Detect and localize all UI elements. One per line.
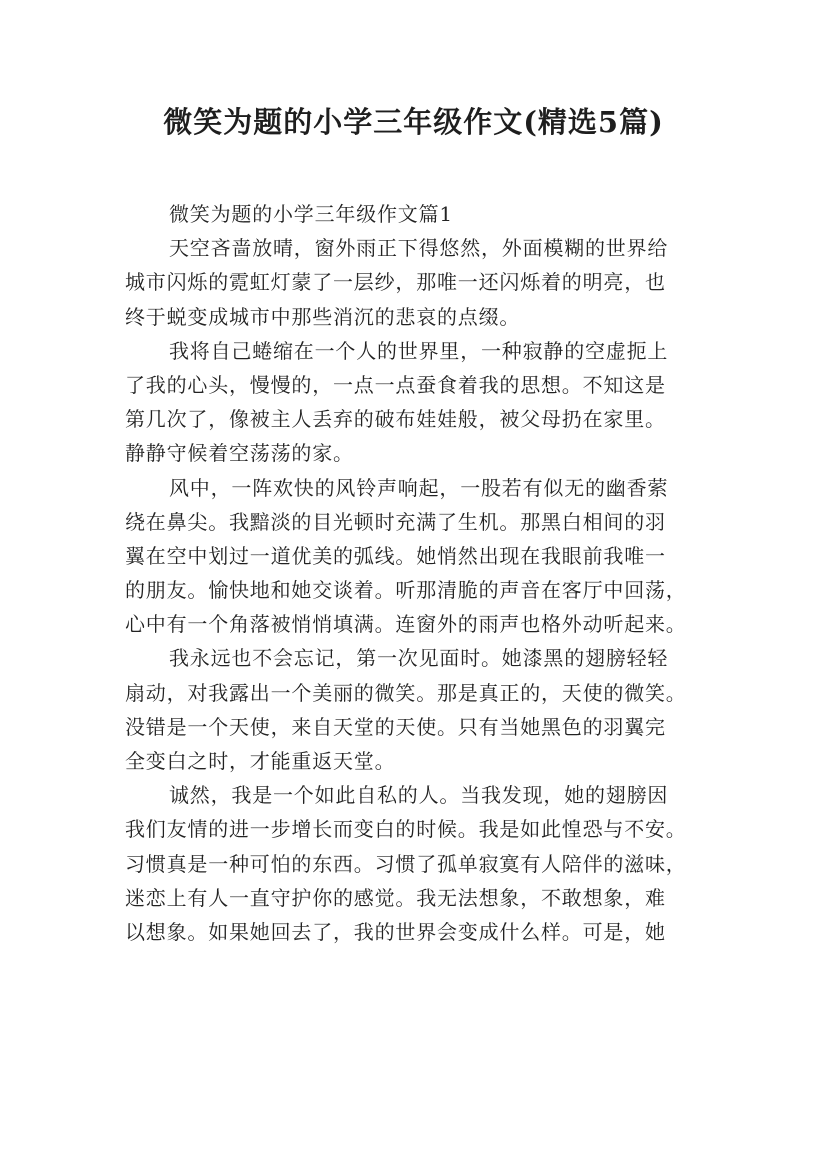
paragraph-line: 诚然，我是一个如此自私的人。当我发现，她的翅膀因	[169, 783, 669, 808]
paragraph-line: 我们友情的进一步增长而变白的时候。我是如此惶恐与不安。	[125, 817, 687, 842]
paragraph-line: 以想象。如果她回去了，我的世界会变成什么样。可是，她	[125, 919, 666, 944]
paragraph-line: 我将自己蜷缩在一个人的世界里，一种寂静的空虚扼上	[169, 338, 669, 363]
paragraph-line: 迷恋上有人一直守护你的感觉。我无法想象，不敢想象，难	[125, 885, 666, 910]
paragraph-line: 心中有一个角落被悄悄填满。连窗外的雨声也格外动听起来。	[125, 612, 687, 637]
paragraph-line: 了我的心头，慢慢的，一点一点蚕食着我的思想。不知这是	[125, 372, 666, 397]
paragraph-line: 绕在鼻尖。我黯淡的目光顿时充满了生机。那黑白相间的羽	[125, 509, 666, 534]
document-title: 微笑为题的小学三年级作文(精选5篇)	[163, 105, 664, 139]
document-body	[125, 197, 707, 949]
paragraph-line: 全变白之时，才能重返天堂。	[125, 749, 396, 773]
paragraph-line: 天空吝啬放晴，窗外雨正下得悠然，外面模糊的世界给	[169, 236, 669, 261]
paragraph-line: 我永远也不会忘记，第一次见面时。她漆黑的翅膀轻轻	[169, 646, 669, 671]
paragraph-line: 的朋友。愉快地和她交谈着。听那清脆的声音在客厅中回荡，	[125, 578, 687, 603]
paragraph-line: 终于蜕变成城市中那些消沉的悲哀的点缀。	[125, 304, 521, 329]
paragraph-line: 没错是一个天使，来自天堂的天使。只有当她黑色的羽翼完	[125, 714, 666, 739]
paragraph-line: 扇动，对我露出一个美丽的微笑。那是真正的，天使的微笑。	[125, 680, 687, 705]
paragraph-line: 翼在空中划过一道优美的弧线。她悄然出现在我眼前我唯一	[125, 543, 666, 568]
paragraph-line: 城市闪烁的霓虹灯蒙了一层纱，那唯一还闪烁着的明亮，也	[125, 270, 666, 295]
paragraph-line: 风中，一阵欢快的风铃声响起，一股若有似无的幽香萦	[169, 475, 669, 500]
section-heading: 微笑为题的小学三年级作文篇1	[169, 202, 453, 226]
paragraph-line: 静静守候着空荡荡的家。	[125, 441, 354, 466]
paragraph-line: 习惯真是一种可怕的东西。习惯了孤单寂寞有人陪伴的滋味，	[125, 851, 687, 876]
paragraph-line: 第几次了，像被主人丢弃的破布娃娃般，被父母扔在家里。	[125, 407, 666, 432]
